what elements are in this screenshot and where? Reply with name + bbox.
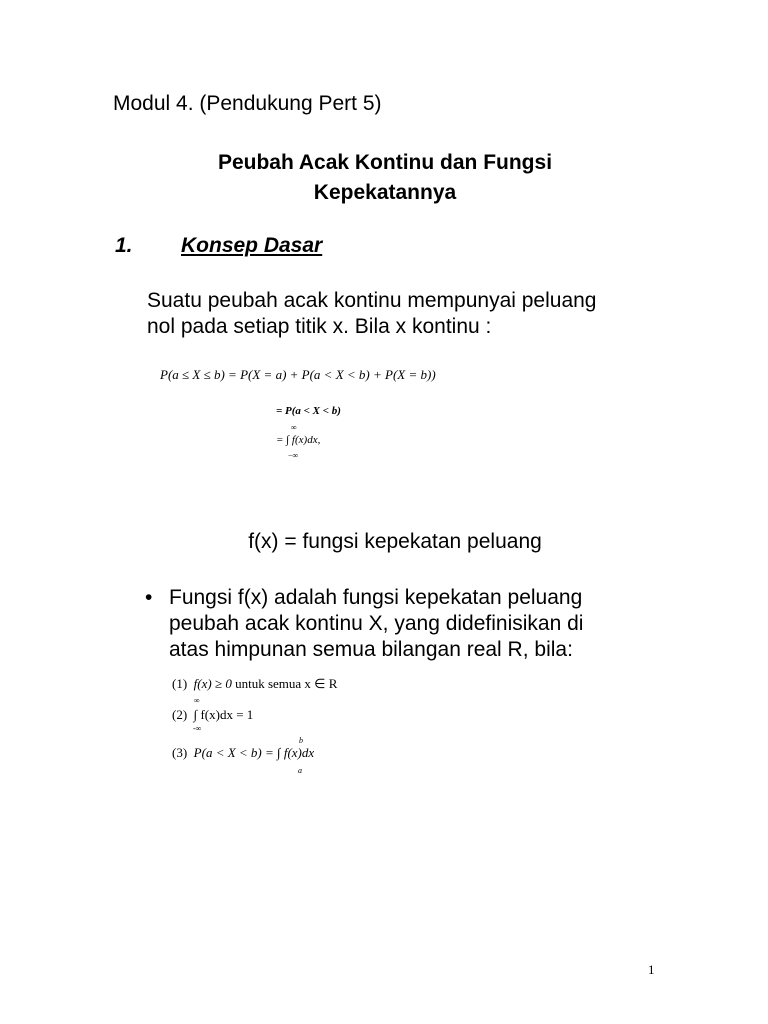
intro-line-1: Suatu peubah acak kontinu mempunyai peluang	[147, 289, 597, 312]
condition-2-upper-limit: ∞	[194, 696, 200, 705]
condition-3-lower-limit: a	[298, 766, 302, 775]
page-title	[150, 148, 620, 208]
module-label: Modul 4. (Pendukung Pert 5)	[113, 92, 382, 115]
section-number: 1.	[115, 234, 133, 257]
condition-2	[172, 707, 253, 723]
page-title-line-2: Kepekatannya	[313, 181, 457, 204]
bullet-icon: •	[145, 586, 153, 609]
condition-2-lower-limit: -∞	[193, 724, 202, 733]
intro-line-2: nol pada setiap titik x. Bila x kontinu :	[147, 315, 492, 338]
integral-equation: = ∫ f(x)dx,	[276, 434, 321, 446]
bullet-line-3: atas himpunan semua bilangan real R, bila:	[169, 638, 573, 661]
condition-1-number: (1)	[172, 676, 188, 691]
integral-upper-limit: ∞	[291, 423, 297, 432]
bullet-line-1: Fungsi f(x) adalah fungsi kepekatan peluang	[169, 586, 583, 609]
condition-3	[172, 745, 314, 761]
condition-3-upper-limit: b	[299, 736, 303, 745]
integral-lower-limit: −∞	[288, 451, 299, 460]
condition-2-expression: ∫ f(x)dx = 1	[193, 707, 254, 722]
condition-1	[172, 676, 337, 692]
condition-3-expression: P(a < X < b) = ∫ f(x)dx	[193, 745, 315, 760]
probability-equation: P(a ≤ X ≤ b) = P(X = a) + P(a < X < b) + P(X = b))	[160, 367, 436, 382]
bullet-line-2: peubah acak kontinu X, yang didefinisikan di	[169, 612, 584, 635]
probability-equation-step-2: = P(a < X < b)	[276, 405, 341, 417]
density-definition: f(x) = fungsi kepekatan peluang	[248, 530, 542, 553]
intro-paragraph	[147, 288, 655, 340]
condition-3-number: (3)	[172, 745, 188, 760]
bullet-paragraph	[169, 585, 655, 663]
page-title-line-1: Peubah Acak Kontinu dan Fungsi	[217, 151, 553, 174]
condition-2-number: (2)	[172, 707, 188, 722]
section-title: Konsep Dasar	[181, 234, 323, 257]
page-number: 1	[648, 962, 655, 977]
condition-1-expression: f(x) ≥ 0	[193, 676, 232, 691]
condition-1-text: untuk semua x ∈ R	[235, 676, 338, 691]
